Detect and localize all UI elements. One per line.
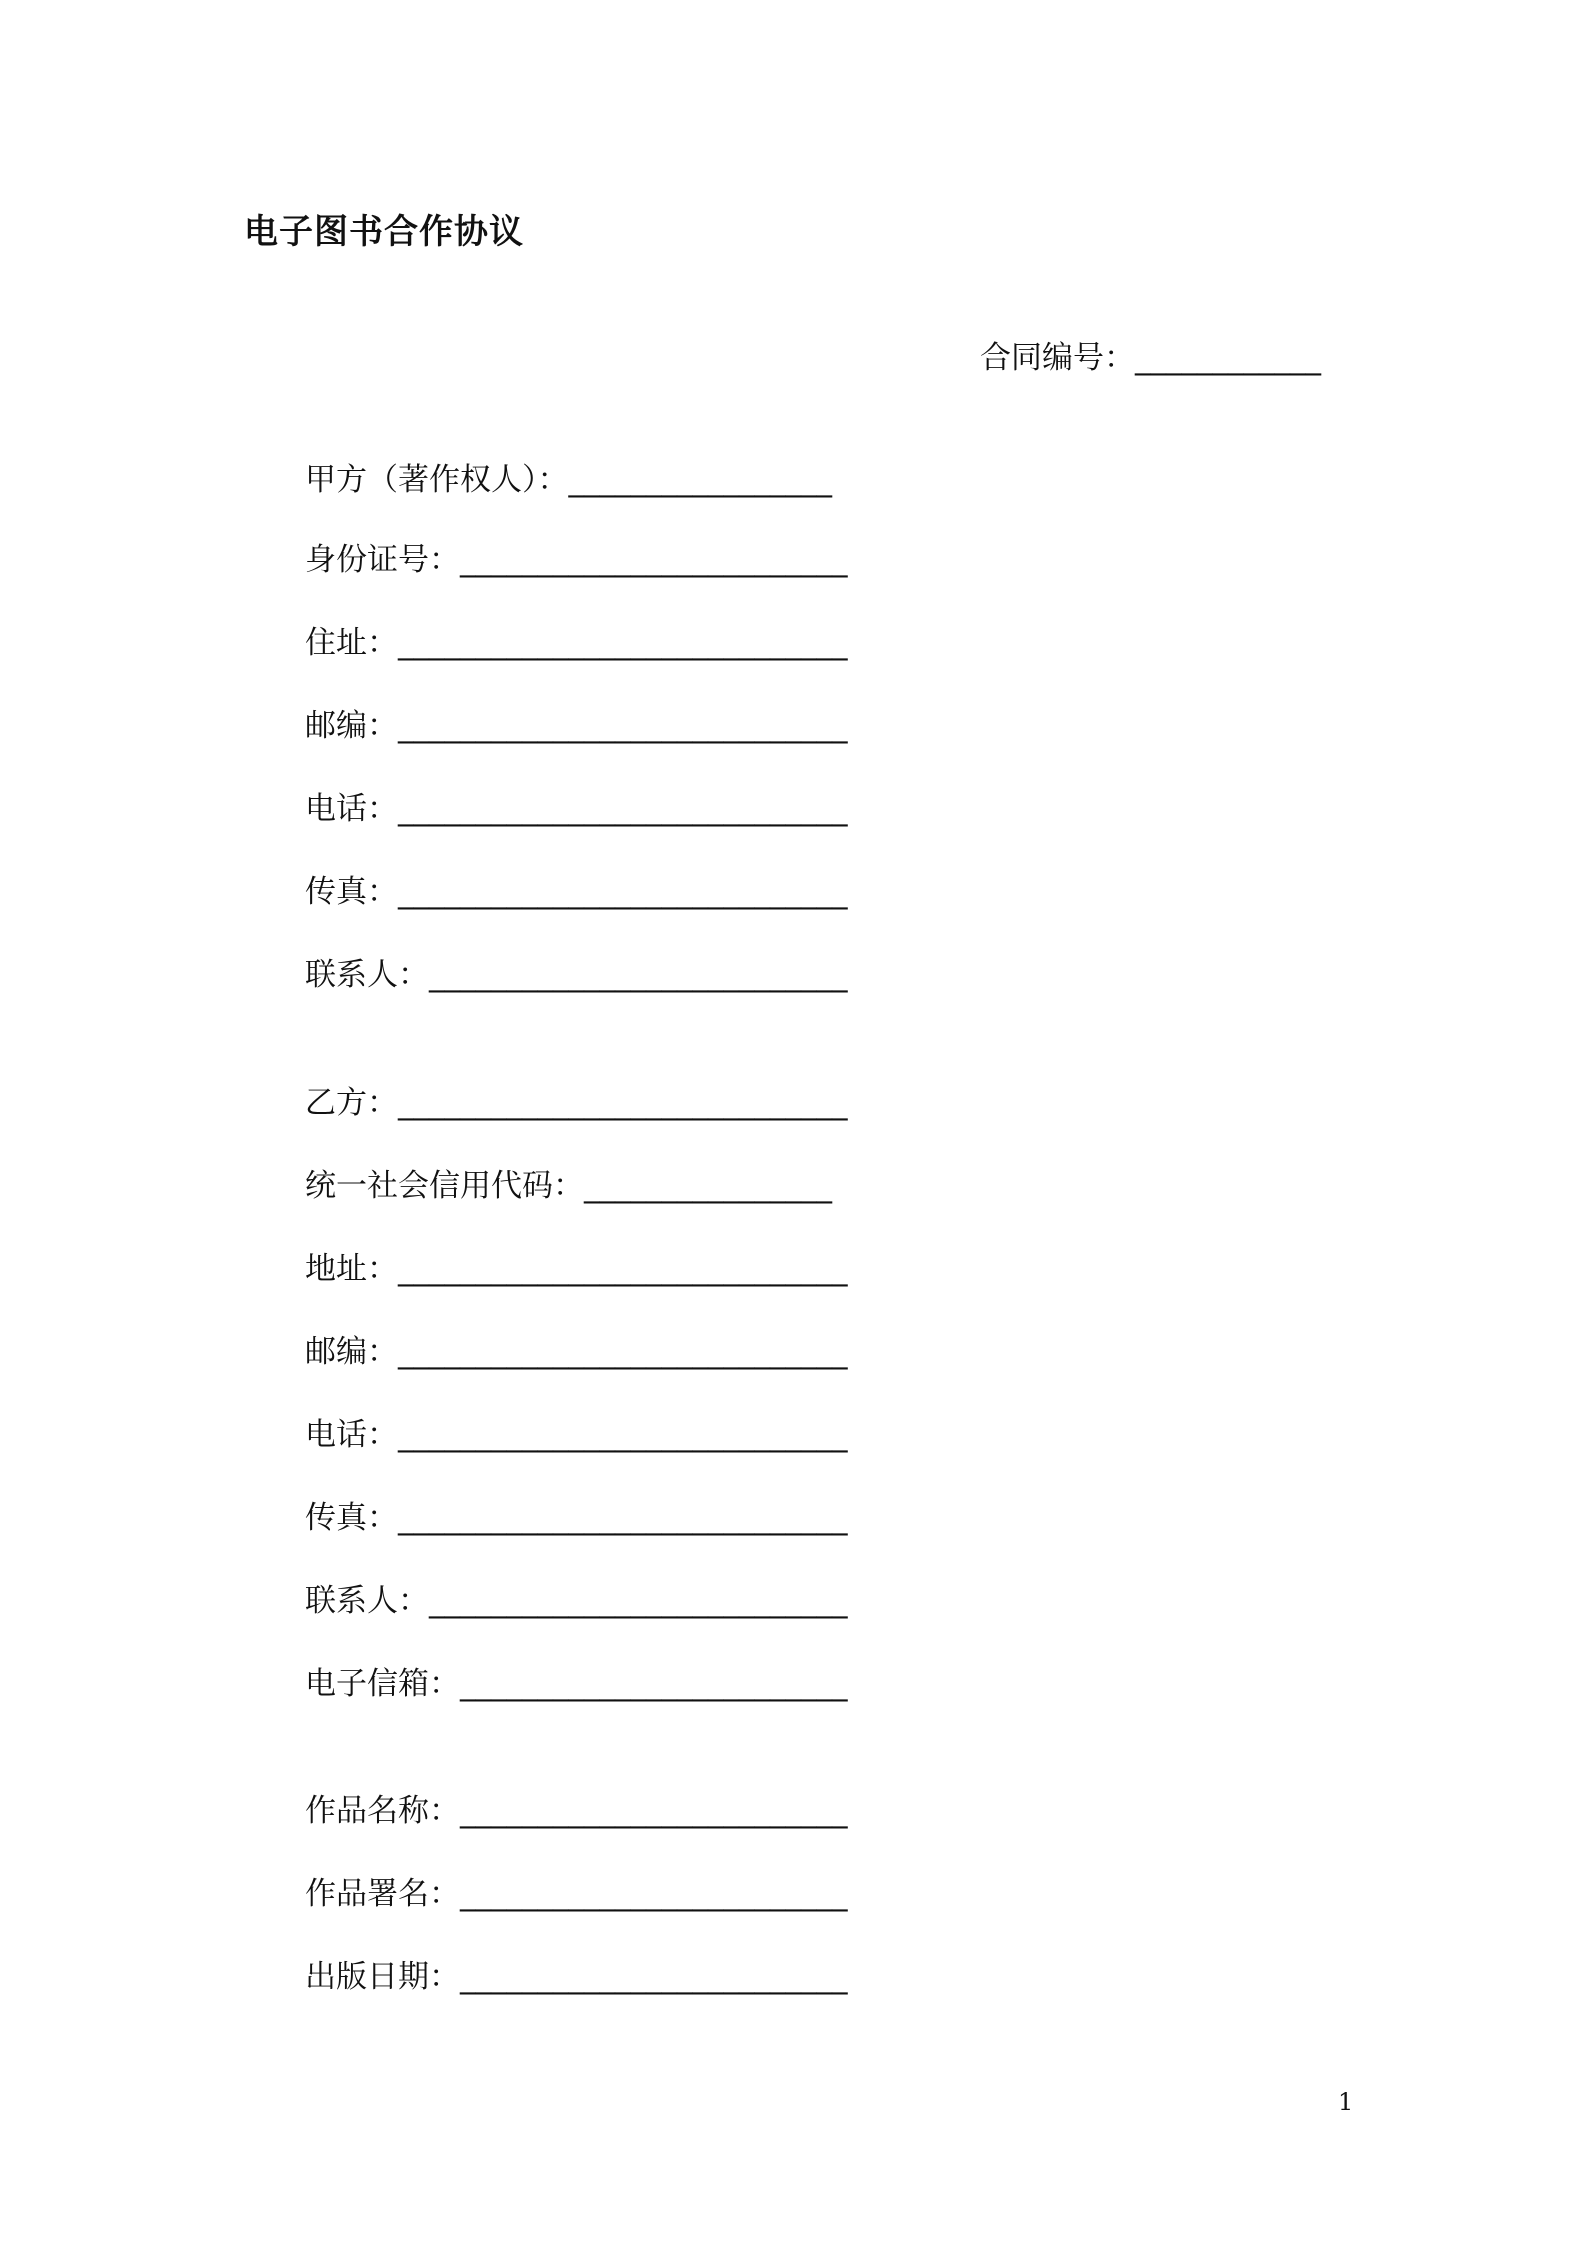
party-a-address-field: 住址：_____________________________: [305, 625, 848, 661]
party-a-fax-field: 传真：_____________________________: [305, 874, 848, 910]
party-b-address-field: 地址：_____________________________: [305, 1251, 848, 1287]
publication-date-field: 出版日期：_________________________: [305, 1959, 848, 1995]
party-a-name-field: 甲方（著作权人）：_________________: [305, 462, 832, 498]
party-a-phone-field: 电话：_____________________________: [305, 791, 848, 827]
contract-number-field: 合同编号：____________: [980, 340, 1321, 376]
party-a-postcode-field: 邮编：_____________________________: [305, 708, 848, 744]
party-b-email-field: 电子信箱：_________________________: [305, 1666, 848, 1702]
work-title-field: 作品名称：_________________________: [305, 1793, 848, 1829]
party-b-fax-field: 传真：_____________________________: [305, 1500, 848, 1536]
document-title: 电子图书合作协议: [244, 212, 524, 252]
party-a-contact-field: 联系人：___________________________: [305, 957, 848, 993]
party-b-name-field: 乙方：_____________________________: [305, 1085, 848, 1121]
party-b-contact-field: 联系人：___________________________: [305, 1583, 848, 1619]
party-b-phone-field: 电话：_____________________________: [305, 1417, 848, 1453]
party-a-id-number-field: 身份证号：_________________________: [305, 542, 848, 578]
work-byline-field: 作品署名：_________________________: [305, 1876, 848, 1912]
party-b-postcode-field: 邮编：_____________________________: [305, 1334, 848, 1370]
party-b-credit-code-field: 统一社会信用代码：________________: [305, 1168, 832, 1204]
page-number: 1: [1338, 2088, 1354, 2116]
